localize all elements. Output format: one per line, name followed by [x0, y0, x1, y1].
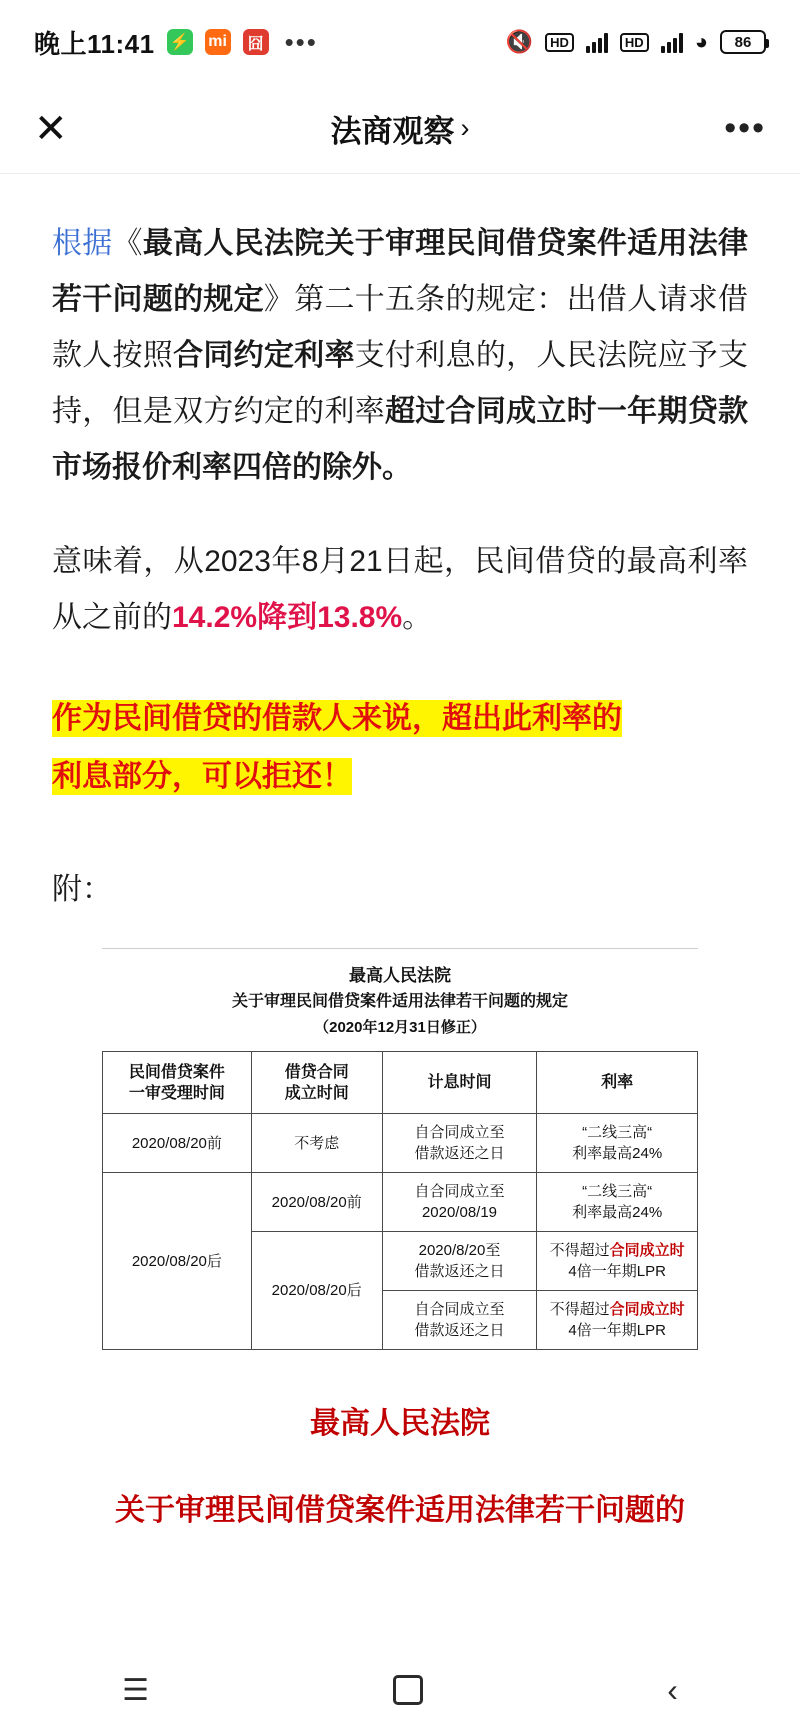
close-icon[interactable]: ✕: [34, 106, 68, 151]
page-title: [0, 106, 800, 151]
cell-interest-period-3: [382, 1232, 537, 1291]
mute-icon: 🔇: [505, 29, 534, 54]
mi-badge-icon: mi: [205, 29, 231, 55]
figure-heading-line-3: （2020年12月31日修正）: [314, 1019, 486, 1036]
cell-contract-time-3: 2020/08/20后: [251, 1232, 382, 1350]
rate-2-l2: 利率最高24%: [572, 1204, 663, 1221]
battery-icon: 86: [720, 30, 766, 54]
column-header-accept-time: [103, 1052, 252, 1114]
table-header-row: [103, 1052, 698, 1114]
rate-1-l1: “二线三高“: [582, 1124, 653, 1141]
app-badge-icon: 囧: [243, 29, 269, 55]
figure-heading-line-1: 最高人民法院: [349, 966, 451, 985]
period-1-l1: 自合同成立至: [414, 1124, 505, 1141]
period-3-l1: 2020/8/20至: [418, 1242, 501, 1259]
col-contract-l2: 成立时间: [284, 1084, 349, 1102]
period-2-l1: 自合同成立至: [414, 1183, 505, 1200]
status-bar-right: [506, 29, 766, 55]
period-4-l1: 自合同成立至: [414, 1301, 505, 1318]
paragraph-lead: 根据: [52, 227, 113, 260]
quote-close: 》: [263, 283, 295, 316]
rate-3-l2: 4倍一年期LPR: [568, 1263, 666, 1280]
cell-rate-1: [537, 1114, 698, 1173]
cell-rate-4: [537, 1291, 698, 1350]
column-header-interest-period: [382, 1052, 537, 1114]
article-body: [0, 174, 800, 1534]
home-square-icon[interactable]: [393, 1675, 423, 1705]
cell-rate-2: [537, 1173, 698, 1232]
rate-3-prefix: 不得超过: [549, 1242, 610, 1259]
rate-1-l2: 利率最高24%: [572, 1145, 663, 1162]
meaning-text-a: 意味着，从2023年8月21日起，民间借贷的最高利率从之前的: [52, 545, 748, 634]
regulation-name: 最高人民法院关于审理民间借贷案件适用法律若干问题的规定: [52, 227, 749, 316]
title-bar: [0, 84, 800, 174]
footer-doc-heading: 关于审理民间借贷案件适用法律若干问题的: [115, 1494, 685, 1527]
menu-icon[interactable]: ☰: [122, 1673, 149, 1707]
regulation-body-1: 第二十五条的规定：出借人请求借款人按照: [52, 283, 749, 372]
footer-org-heading: 最高人民法院: [310, 1407, 490, 1440]
highlight-line-2: 利息部分，可以拒还！: [52, 760, 352, 793]
chevron-right-icon: ›: [460, 113, 470, 143]
cell-interest-period-4: [382, 1291, 537, 1350]
attachment-label: 附：: [52, 873, 112, 906]
wifi-icon: ◕: [694, 29, 708, 54]
col-period-l1: 计息时间: [427, 1074, 492, 1091]
rate-3-l1: [539, 1240, 695, 1261]
highlight-callout: [52, 690, 748, 806]
rate-2-l1: “二线三高“: [582, 1183, 653, 1200]
rate-4-highlight: 合同成立时: [609, 1301, 685, 1318]
period-1-l2: 借款返还之日: [414, 1145, 505, 1162]
col-contract-l1: 借贷合同: [284, 1063, 349, 1081]
rate-4-l1: [539, 1299, 695, 1320]
cell-contract-time-2: 2020/08/20前: [251, 1173, 382, 1232]
meaning-text-c: 。: [402, 601, 433, 634]
rate-4-l2: 4倍一年期LPR: [568, 1322, 666, 1339]
contract-rate-term: 合同约定利率: [173, 339, 355, 372]
col-rate-l1: 利率: [601, 1074, 634, 1091]
rate-3-highlight: 合同成立时: [609, 1242, 685, 1259]
cell-accept-time-1: 2020/08/20前: [103, 1114, 252, 1173]
shield-badge-icon: ⚡: [167, 29, 193, 55]
hd-2-icon: HD: [620, 33, 649, 52]
overflow-menu-icon[interactable]: •••: [724, 109, 766, 148]
column-header-rate: [537, 1052, 698, 1114]
system-nav-bar: [0, 1647, 800, 1733]
col-accept-l1: 民间借贷案件: [128, 1063, 225, 1081]
page-title-text: 法商观察: [330, 114, 455, 149]
figure-heading-line-2: 关于审理民间借贷案件适用法律若干问题的规定: [231, 993, 568, 1010]
rate-4-prefix: 不得超过: [549, 1301, 610, 1318]
figure-heading: [102, 963, 698, 1041]
status-bar: [0, 0, 800, 84]
table-row: [103, 1114, 698, 1173]
back-icon[interactable]: ‹: [667, 1671, 678, 1708]
status-more-icon: •••: [284, 26, 318, 57]
cell-accept-time-2: 2020/08/20后: [103, 1173, 252, 1350]
table-row: [103, 1173, 698, 1232]
cell-interest-period-2: [382, 1173, 537, 1232]
cell-contract-time-1: 不考虑: [251, 1114, 382, 1173]
signal-bars-1-icon: [586, 31, 608, 53]
cell-interest-period-1: [382, 1114, 537, 1173]
hd-icon: HD: [545, 33, 574, 52]
period-4-l2: 借款返还之日: [414, 1322, 505, 1339]
regulation-body-2: 支付利息的，人民法院应予支持，但是双方约定的利率: [52, 339, 749, 428]
status-bar-left: [34, 24, 318, 61]
highlight-line-1: 作为民间借贷的借款人来说，超出此利率的: [52, 702, 622, 735]
regulation-table-figure: [102, 948, 698, 1350]
regulation-exception: 超过合同成立时一年期贷款市场报价利率四倍的除外。: [52, 395, 748, 484]
col-accept-l2: 一审受理时间: [128, 1084, 225, 1102]
signal-bars-2-icon: [661, 31, 683, 53]
rate-connector: 降到: [257, 601, 318, 634]
column-header-contract-time: [251, 1052, 382, 1114]
rate-new: 13.8%: [317, 601, 403, 634]
quote-open: 《: [112, 227, 143, 260]
paragraph-regulation: [52, 216, 748, 496]
rate-old: 14.2%: [172, 601, 258, 634]
period-2-l2: 2020/08/19: [421, 1204, 498, 1221]
status-time: 晚上11:41: [34, 28, 155, 59]
paragraph-meaning: [52, 534, 748, 646]
period-3-l2: 借款返还之日: [414, 1263, 505, 1280]
regulation-table: [102, 1051, 698, 1350]
cell-rate-3: [537, 1232, 698, 1291]
